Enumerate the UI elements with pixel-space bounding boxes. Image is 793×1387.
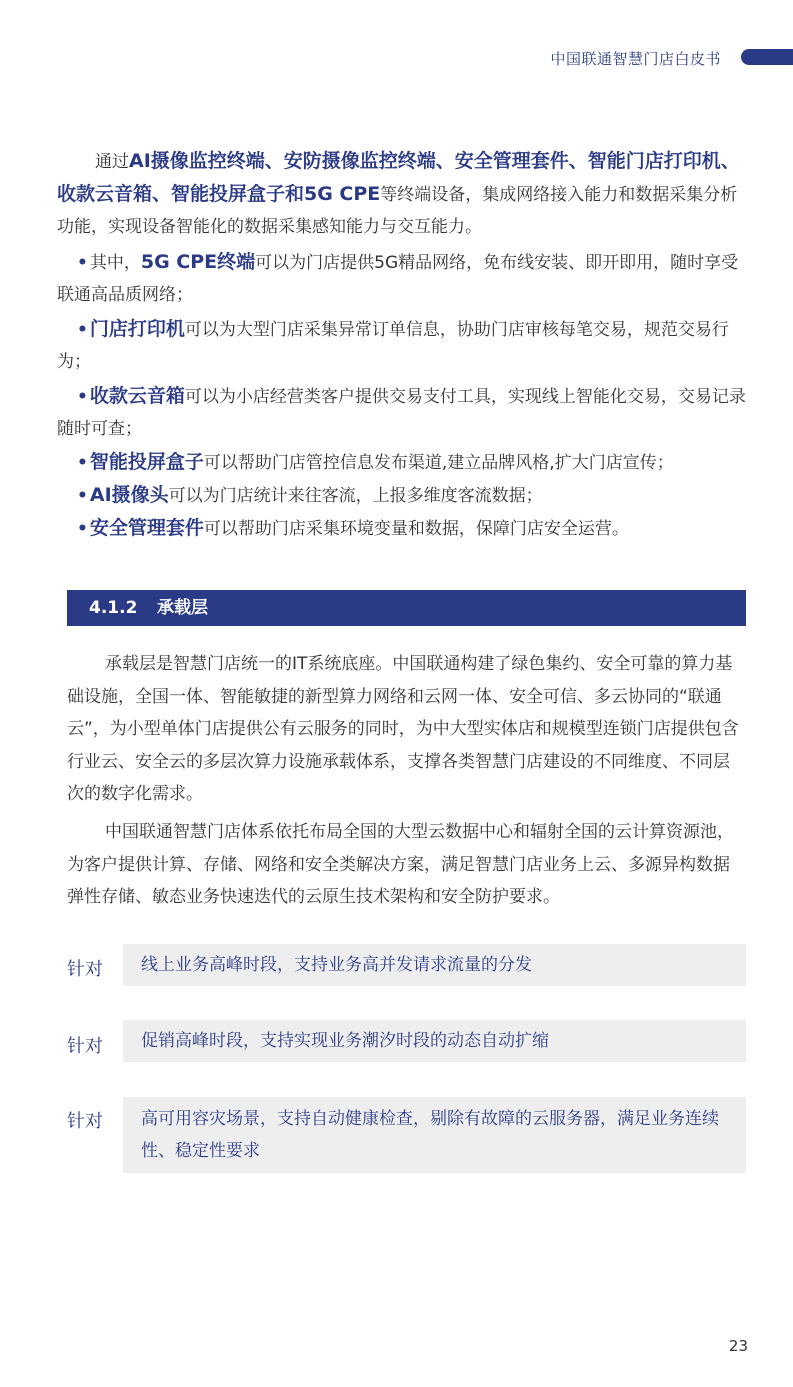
- target-box: 高可用容灾场景，支持自动健康检查，剔除有故障的云服务器，满足业务连续性、稳定性要求: [123, 1097, 746, 1173]
- bullet-dot-icon: •: [77, 320, 88, 340]
- header-title: 中国联通智慧门店白皮书: [550, 50, 721, 68]
- bullet-item-security-kit: [57, 512, 747, 545]
- bullet-item-5g-cpe: [57, 246, 747, 311]
- target-label: 针对: [67, 1036, 103, 1057]
- bullet-dot-icon: •: [77, 519, 88, 539]
- intro-rest: 等终端设备，集成网络接入能力和数据采集分析功能，实现设备智能化的数据采集感知能力与交互能力。: [57, 185, 738, 237]
- target-box: 促销高峰时段，支持实现业务潮汐时段的动态自动扩缩: [123, 1020, 746, 1062]
- section-heading: [67, 590, 746, 626]
- bullet-text: 可以为大型门店采集异常订单信息，协助门店审核每笔交易，规范交易行为；: [57, 320, 729, 372]
- bullet-term: 安全管理套件: [89, 517, 204, 539]
- target-box: 线上业务高峰时段，支持业务高并发请求流量的分发: [123, 944, 746, 986]
- target-label: 针对: [67, 1111, 103, 1132]
- intro-paragraph: [57, 145, 747, 243]
- bullet-lead: 其中，: [89, 253, 141, 273]
- page-number: 23: [728, 1337, 748, 1355]
- target-label: 针对: [67, 959, 103, 980]
- bullet-term: 收款云音箱: [89, 385, 185, 407]
- body-paragraph: 承载层是智慧门店统一的IT系统底座。中国联通构建了绿色集约、安全可靠的算力基础设施，全国一体、智能敏捷的新型算力网络和云网一体、安全可信、多云协同的“联通云”，为小型单体门店提供公有云服务的同时，为中大型实体店和规模型连锁门店提供包含行业云、安全云的多层次算力设施承载体系，支撑各类智慧门店建设的不同维度、不同层次的数字化需求。: [67, 654, 739, 804]
- intro-highlight: AI摄像监控终端、安防摄像监控终端、安全管理套件、智能门店打印机、收款云音箱、智能投屏盒子和5G CPE: [57, 150, 740, 205]
- bullet-text: 可以帮助门店采集环境变量和数据，保障门店安全运营。: [203, 519, 629, 539]
- bullet-text: 可以为门店提供5G精品网络，免布线安装、即开即用，随时享受联通高品质网络；: [57, 253, 739, 305]
- intro-lead: 通过: [95, 152, 129, 172]
- bullet-term: AI摄像头: [89, 484, 169, 506]
- bullet-dot-icon: •: [77, 387, 88, 407]
- header-accent-bar: [741, 49, 793, 65]
- section-number: 4.1.2: [89, 598, 138, 618]
- bullet-term: 5G CPE终端: [140, 251, 256, 273]
- bullet-item-ai-camera: [57, 479, 747, 512]
- bullet-dot-icon: •: [77, 453, 88, 473]
- bullet-text: 可以帮助门店管控信息发布渠道,建立品牌风格,扩大门店宣传；: [203, 453, 674, 473]
- bullet-term: 智能投屏盒子: [89, 451, 204, 473]
- bullet-term: 门店打印机: [89, 318, 185, 340]
- bullet-text: 可以为门店统计来往客流，上报多维度客流数据；: [168, 486, 543, 506]
- bullet-item-screen-box: [57, 446, 747, 479]
- bullet-text: 可以为小店经营类客户提供交易支付工具，实现线上智能化交易，交易记录随时可查；: [57, 387, 746, 439]
- bullet-dot-icon: •: [77, 486, 88, 506]
- bullet-item-speaker: [57, 380, 747, 445]
- bullet-dot-icon: •: [77, 253, 88, 273]
- section-title: 承载层: [157, 598, 208, 618]
- body-paragraph: 中国联通智慧门店体系依托布局全国的大型云数据中心和辐射全国的云计算资源池，为客户提供计算、存储、网络和安全类解决方案，满足智慧门店业务上云、多源异构数据弹性存储、敏态业务快速迭代的云原生技术架构和安全防护要求。: [67, 822, 734, 907]
- bullet-item-printer: [57, 313, 747, 378]
